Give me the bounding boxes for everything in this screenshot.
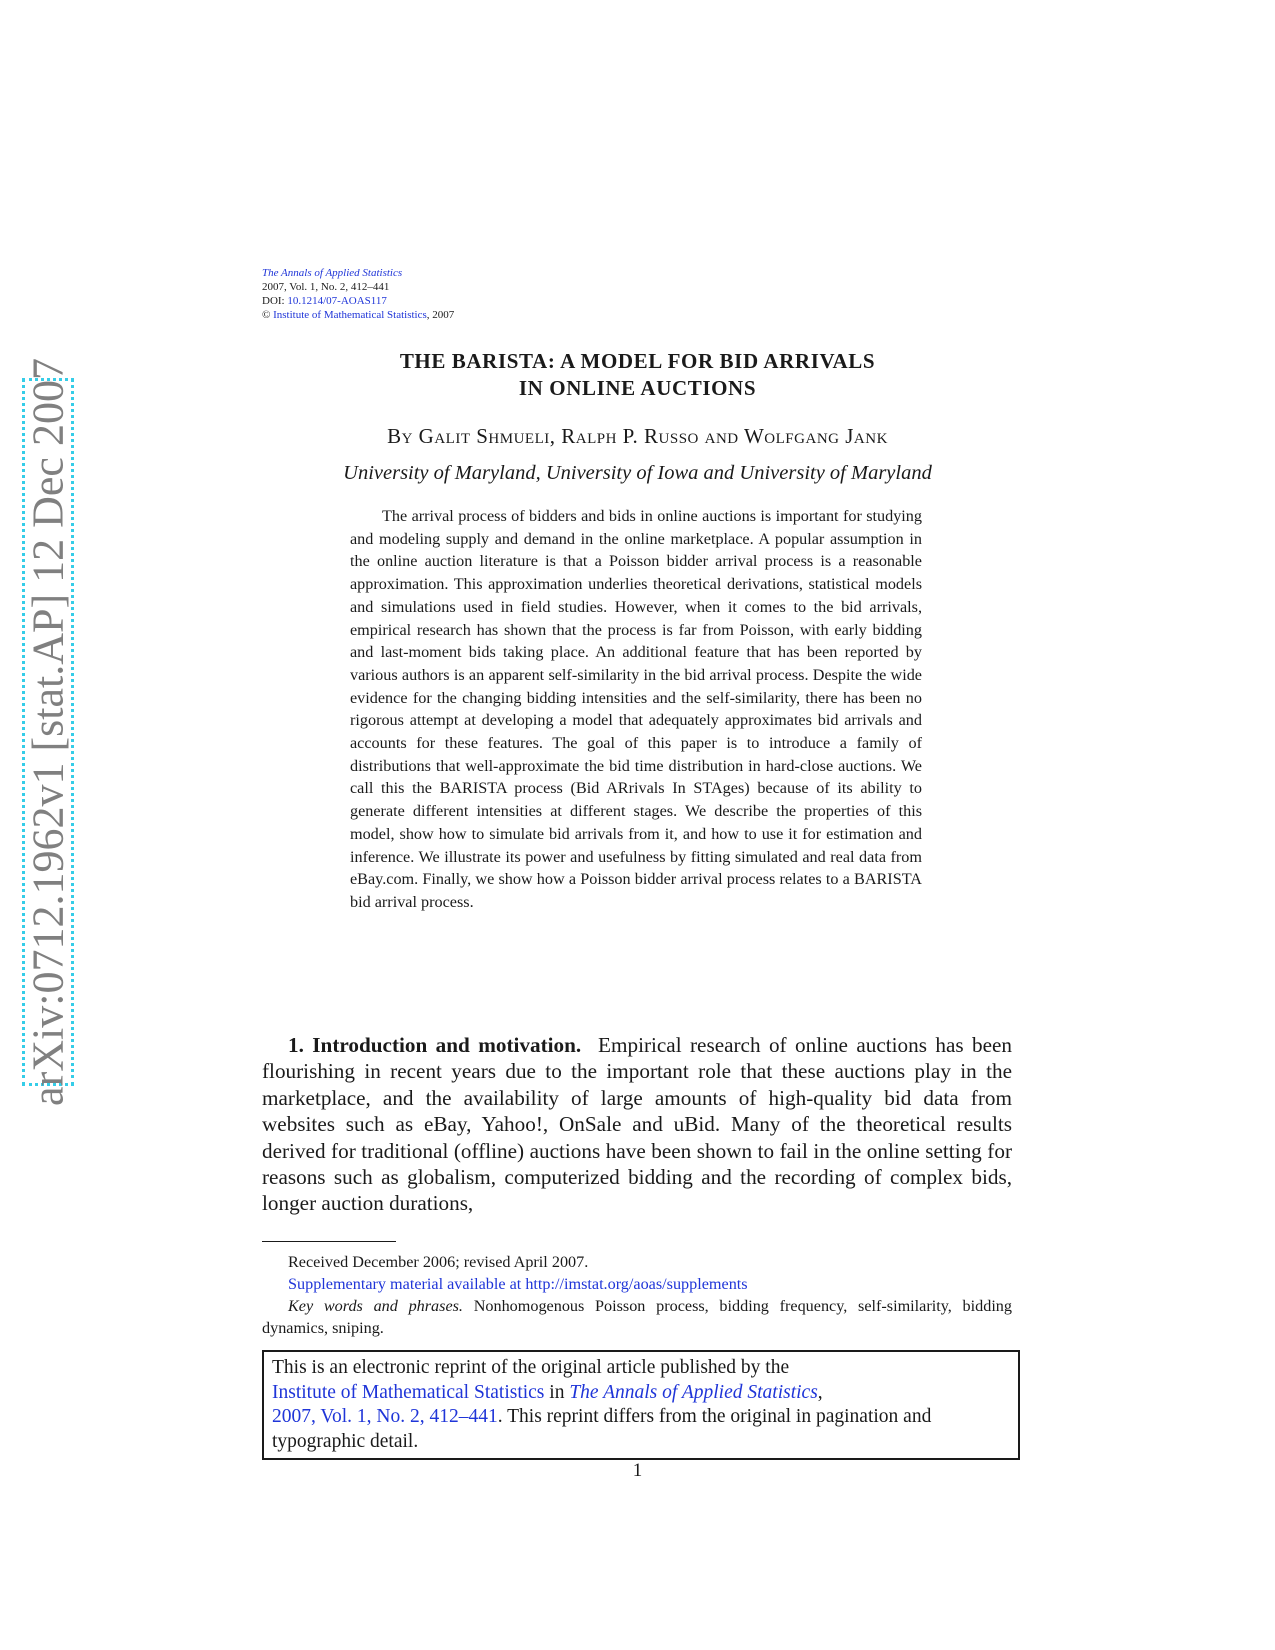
section-heading: 1. Introduction and motivation. xyxy=(288,1033,582,1057)
title-line-1: THE BARISTA: A MODEL FOR BID ARRIVALS xyxy=(399,349,876,373)
arxiv-identifier: arXiv:0712.1962v1 [stat.AP] 12 Dec 2007 xyxy=(23,358,73,1106)
publisher-link[interactable]: Institute of Mathematical Statistics xyxy=(273,309,427,321)
keywords-label: Key words and phrases. xyxy=(288,1297,463,1315)
author-list: By Galit Shmueli, Ralph P. Russo and Wolfgang Jank xyxy=(387,424,888,448)
affiliations: University of Maryland, University of Iowa and University of Maryland xyxy=(343,462,932,484)
title-line-2: IN ONLINE AUCTIONS xyxy=(518,376,757,400)
reprint-publisher-link[interactable]: Institute of Mathematical Statistics xyxy=(272,1381,545,1403)
doi-link[interactable]: 10.1214/07-AOAS117 xyxy=(287,295,387,307)
introduction-text: Empirical research of online auctions has been flourishing in recent years due to the important role that these auctions play in the marketplace, and the availability of large amounts of high-quality bid data from websites such as eBay, Yahoo!, OnSale and uBid. Many of the theoretical results derived for traditional (offline) auctions have been shown to fail in the online setting for reasons such as globalism, computerized bidding and the recording of complex bids, longer auction durations, xyxy=(262,1033,1013,1216)
reprint-journal-link[interactable]: The Annals of Applied Statistics xyxy=(569,1381,818,1403)
reprint-intro: This is an electronic reprint of the original article published by the xyxy=(272,1357,790,1378)
page-number: 1 xyxy=(632,1460,643,1481)
paper-title xyxy=(0,348,1275,402)
reprint-in: in xyxy=(544,1381,570,1403)
volume-line: 2007, Vol. 1, No. 2, 412–441 xyxy=(262,281,390,293)
reprint-citation-link[interactable]: 2007, Vol. 1, No. 2, 412–441 xyxy=(272,1406,498,1428)
received-note: Received December 2006; revised April 2007. xyxy=(288,1253,589,1271)
supplementary-link[interactable]: Supplementary material available at http://imstat.org/aoas/supplements xyxy=(288,1275,748,1293)
abstract: The arrival process of bidders and bids in online auctions is important for studying and modeling supply and demand in the online marketplace. A popular assumption in the online auction literature is that a Poisson bidder arrival process is a reasonable approximation. This approximation underlies theoretical derivations, statistical models and simulations used in field studies. However, when it comes to the bid arrivals, empirical research has shown that the process is far from Poisson, with early bidding and last-moment bids taking place. An additional feature that has been reported by various authors is an apparent self-similarity in the bid arrival process. Despite the wide evidence for the changing bidding intensities and the self-similarity, there has been no rigorous attempt at developing a model that adequately approximates bid arrivals and accounts for these features. The goal of this paper is to introduce a family of distributions that well-approximate the bid time distribution in hard-close auctions. We call this the BARISTA process (Bid ARrivals In STAges) because of its ability to generate different intensities at different stages. We describe the properties of this model, show how to simulate bid arrivals from it, and how to use it for estimation and inference. We illustrate its power and usefulness by fitting simulated and real data from eBay.com. Finally, we show how a Poisson bidder arrival process relates to a BARISTA bid arrival process. xyxy=(350,507,922,911)
doi-label: DOI: xyxy=(262,295,288,307)
journal-name-link[interactable]: The Annals of Applied Statistics xyxy=(262,267,403,279)
journal-info xyxy=(262,266,454,322)
copyright-year: , 2007 xyxy=(426,309,455,321)
keywords-note xyxy=(262,1296,1012,1340)
keywords-text: Nonhomogenous Poisson process, bidding frequency, self-similarity, bidding dynamics, sniping. xyxy=(262,1297,1012,1337)
introduction-paragraph xyxy=(262,1032,1012,1217)
reprint-rest: . This reprint differs from the original in pagination and typographic detail. xyxy=(272,1406,932,1452)
reprint-comma: , xyxy=(817,1381,823,1403)
footnote-rule xyxy=(262,1241,396,1242)
copyright-icon: © xyxy=(262,309,271,321)
reprint-notice-box xyxy=(262,1350,1020,1460)
